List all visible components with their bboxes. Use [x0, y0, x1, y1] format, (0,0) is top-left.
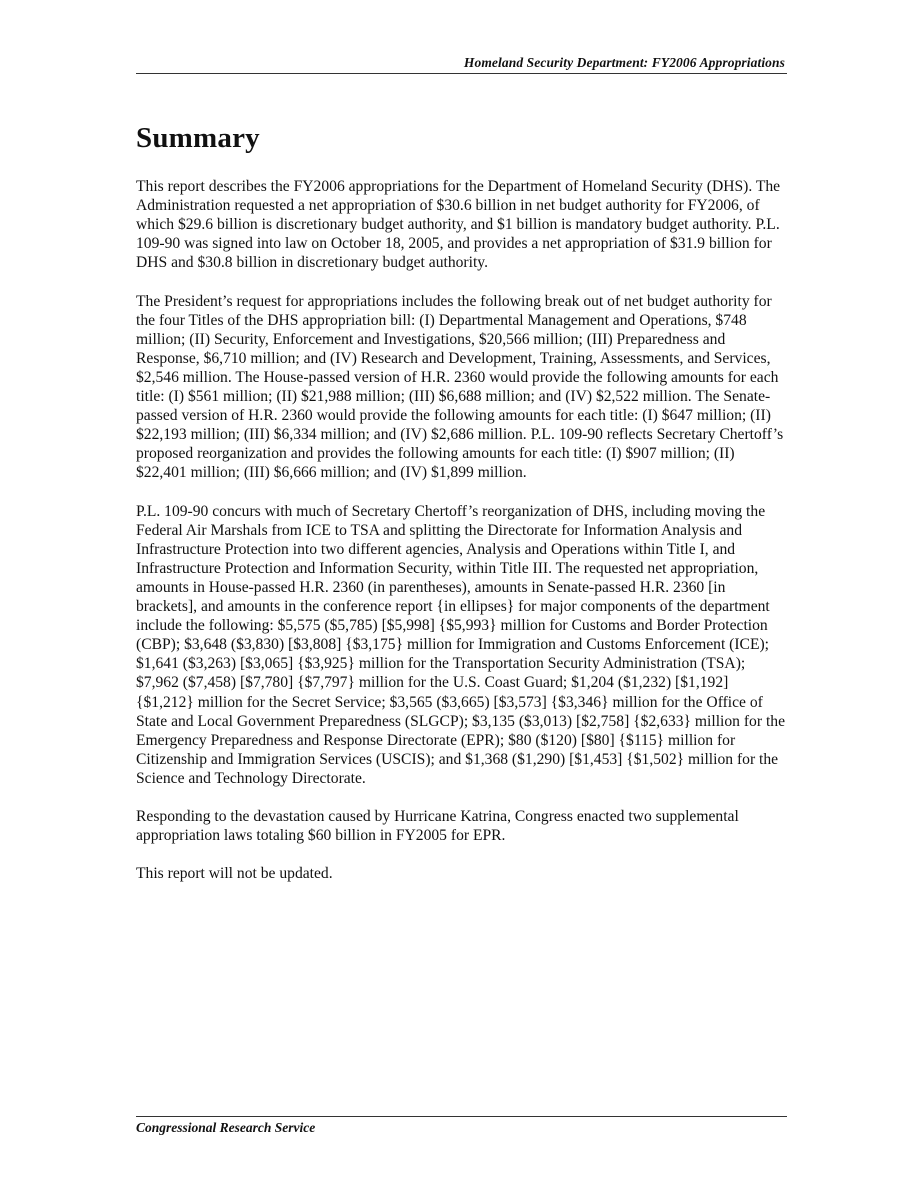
- summary-paragraph-overview: This report describes the FY2006 appropriations for the Department of Homeland Security (DHS). The Administration requested a net appropriation of $30.6 billion in net budget authority for FY2006, of which $29.6 billion is discretionary budget authority, and $1 billion is mandatory budget authority. P.L. 109-90 was signed into law on October 18, 2005, and provides a net appropriation of $31.9 billion for DHS and $30.8 billion in discretionary budget authority.: [136, 178, 781, 272]
- footer-organization: Congressional Research Service: [136, 1120, 316, 1135]
- header-divider: [136, 73, 787, 74]
- footer-divider: [136, 1116, 787, 1117]
- summary-paragraph-update-note: This report will not be updated.: [136, 865, 333, 883]
- summary-paragraph-title-breakdown: The President’s request for appropriations includes the following break out of net budget authority for the four Titles of the DHS appropriation bill: (I) Departmental Management and Operations, $748 million; (II) Security, Enforcement and Investigations, $20,566 million; (III) Preparedness and Response, $6,710 million; and (IV) Research and Development, Training, Assessments, and Services, $2,546 million. The House-passed version of H.R. 2360 would provide the following amounts for each title: (I) $561 million; (II) $21,988 million; (III) $6,688 million; and (IV) $2,522 million. The Senate-passed version of H.R. 2360 would provide the following amounts for each title: (I) $647 million; (II) $22,193 million; (III) $6,334 million; and (IV) $2,686 million. P.L. 109-90 reflects Secretary Chertoff’s proposed reorganization and provides the following amounts for each title: (I) $907 million; (II) $22,401 million; (III) $6,666 million; and (IV) $1,899 million.: [136, 292, 784, 482]
- summary-paragraph-katrina: Responding to the devastation caused by Hurricane Katrina, Congress enacted two supplemental appropriation laws totaling $60 billion in FY2005 for EPR.: [136, 808, 739, 845]
- summary-body: [136, 177, 786, 903]
- summary-paragraph-reorganization: P.L. 109-90 concurs with much of Secretary Chertoff’s reorganization of DHS, including moving the Federal Air Marshals from ICE to TSA and splitting the Directorate for Information Analysis and Infrastructure Protection into two different agencies, Analysis and Operations within Title I, and Infrastructure Protection and Information Security, within Title III. The requested net appropriation, amounts in House-passed H.R. 2360 (in parentheses), amounts in Senate-passed H.R. 2360 [in brackets], and amounts in the conference report {in ellipses} for major components of the department include the following: $5,575 ($5,785) [$5,998] {$5,993} million for Customs and Border Protection (CBP); $3,648 ($3,830) [$3,808] {$3,175} million for Immigration and Customs Enforcement (ICE); $1,641 ($3,263) [$3,065] {$3,925} million for the Transportation Security Administration (TSA); $7,962 ($7,458) [$7,780] {$7,797} million for the U.S. Coast Guard; $1,204 ($1,232) [$1,192] {$1,212} million for the Secret Service; $3,565 ($3,665) [$3,573] {$3,346} million for the Office of State and Local Government Preparedness (SLGCP); $3,135 ($3,013) [$2,758] {$2,633} million for the Emergency Preparedness and Response Directorate (EPR); $80 ($120) [$80] {$115} million for Citizenship and Immigration Services (USCIS); and $1,368 ($1,290) [$1,453] {$1,502} million for the Science and Technology Directorate.: [136, 502, 785, 787]
- running-header: Homeland Security Department: FY2006 Appropriations: [463, 55, 785, 70]
- page-title: Summary: [136, 122, 260, 154]
